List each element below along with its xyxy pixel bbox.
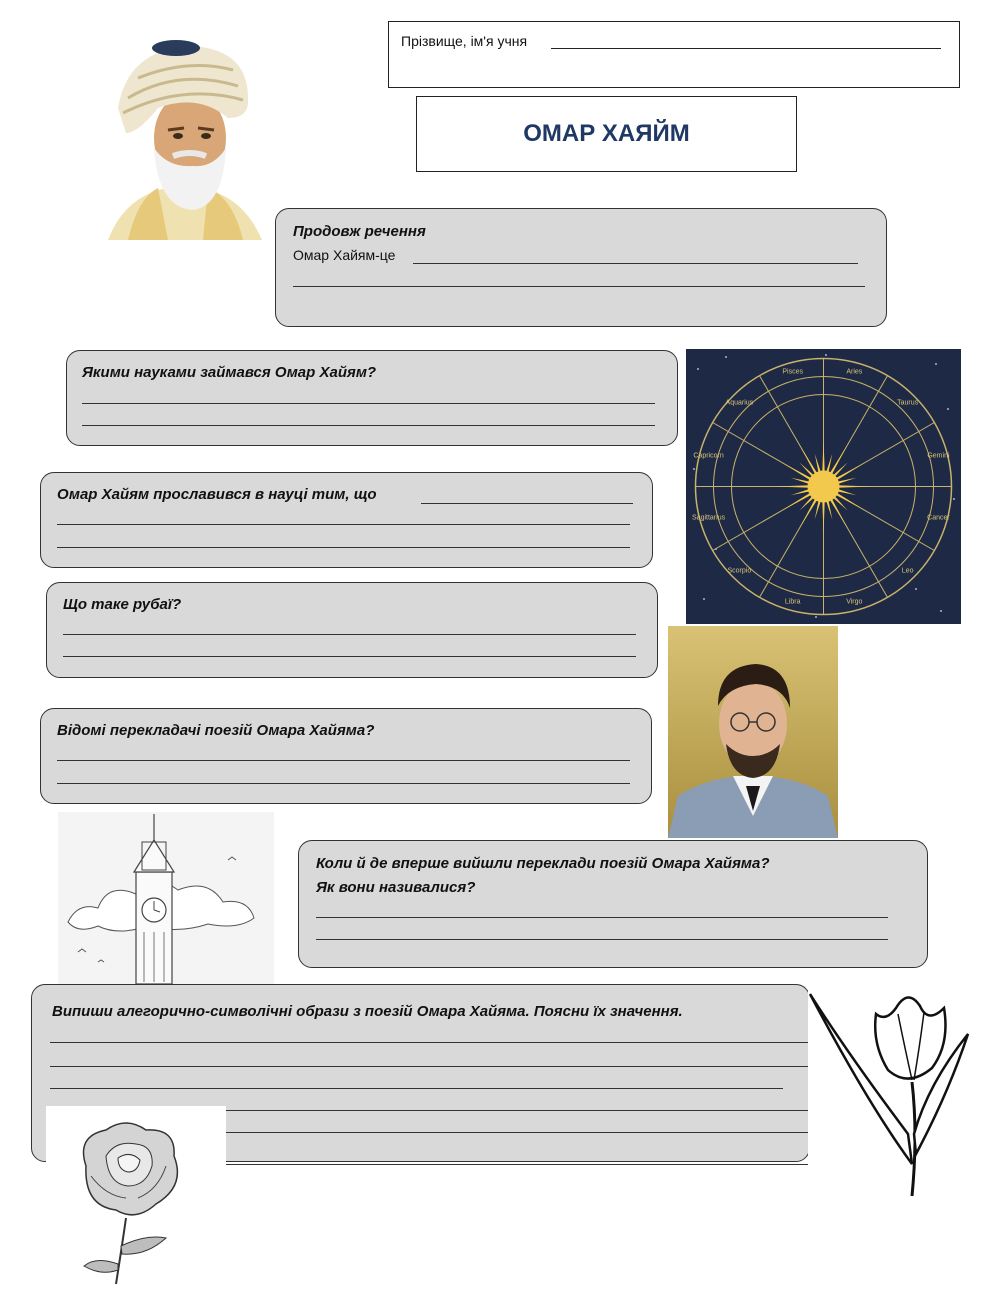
- zodiac-sign-label: Leo: [901, 567, 914, 575]
- zodiac-sign-label: Cancer: [927, 514, 950, 522]
- task-question-line1: Коли й де вперше вийшли переклади поезій Омара Хайяма?: [316, 855, 770, 872]
- student-name-box: [388, 21, 960, 88]
- zodiac-sign-label: Sagittarius: [692, 514, 726, 522]
- task-card-rubai: [46, 582, 658, 678]
- zodiac-sign-label: Aquarius: [725, 399, 754, 407]
- answer-line[interactable]: [57, 783, 630, 784]
- task-heading: Продовж речення: [293, 223, 426, 240]
- big-ben-sketch: [58, 812, 274, 984]
- zodiac-sign-label: Libra: [784, 598, 801, 606]
- task-question: Якими науками займався Омар Хайям?: [82, 364, 377, 381]
- answer-line[interactable]: [57, 524, 630, 525]
- task-question: Що таке рубаї?: [63, 596, 182, 613]
- zodiac-sign-label: Aries: [846, 368, 863, 376]
- task-question: Випиши алегорично-символічні образи з поезій Омара Хайяма. Поясни їх значення.: [52, 1003, 683, 1020]
- answer-line[interactable]: [82, 425, 655, 426]
- task-card-translators: [40, 708, 652, 804]
- zodiac-sign-label: Pisces: [782, 368, 804, 376]
- task-card-continue-sentence: [275, 208, 887, 327]
- zodiac-sign-label: Scorpio: [727, 567, 752, 575]
- answer-line[interactable]: [50, 1042, 808, 1043]
- answer-line[interactable]: [225, 1164, 808, 1165]
- student-name-line[interactable]: [551, 48, 941, 49]
- answer-line[interactable]: [50, 1088, 783, 1089]
- answer-line[interactable]: [413, 263, 858, 264]
- zodiac-sign-label: Capricorn: [693, 452, 724, 460]
- zodiac-wheel-image: [686, 349, 961, 624]
- answer-line[interactable]: [316, 917, 888, 918]
- answer-line[interactable]: [63, 656, 636, 657]
- zodiac-sign-label: Gemini: [927, 452, 950, 460]
- task-question: Відомі перекладачі поезій Омара Хайяма?: [57, 722, 375, 739]
- task-card-first-translations: [298, 840, 928, 968]
- zodiac-sign-label: Taurus: [897, 399, 919, 407]
- zodiac-sign-label: Virgo: [846, 598, 863, 606]
- answer-line[interactable]: [316, 939, 888, 940]
- task-question: Омар Хайям прославився в науці тим, що: [57, 486, 377, 503]
- answer-line[interactable]: [57, 760, 630, 761]
- answer-line[interactable]: [63, 634, 636, 635]
- answer-line[interactable]: [225, 1132, 808, 1133]
- translator-portrait: [668, 626, 838, 838]
- rose-sketch: [46, 1106, 226, 1286]
- answer-line[interactable]: [50, 1066, 808, 1067]
- task-sentence-start: Омар Хайям-це: [293, 247, 396, 263]
- tulip-sketch: [808, 984, 972, 1200]
- title-box: [416, 96, 797, 172]
- task-card-fame-in-science: [40, 472, 653, 568]
- task-card-sciences: [66, 350, 678, 446]
- answer-line[interactable]: [82, 403, 655, 404]
- omar-khayyam-portrait: [98, 38, 270, 240]
- answer-line[interactable]: [421, 503, 633, 504]
- answer-line[interactable]: [57, 547, 630, 548]
- task-question-line2: Як вони називалися?: [316, 879, 476, 896]
- answer-line[interactable]: [293, 286, 865, 287]
- answer-line[interactable]: [225, 1110, 808, 1111]
- page-title: ОМАР ХАЯЙМ: [523, 120, 690, 147]
- student-name-label: Прізвище, ім'я учня: [401, 33, 528, 49]
